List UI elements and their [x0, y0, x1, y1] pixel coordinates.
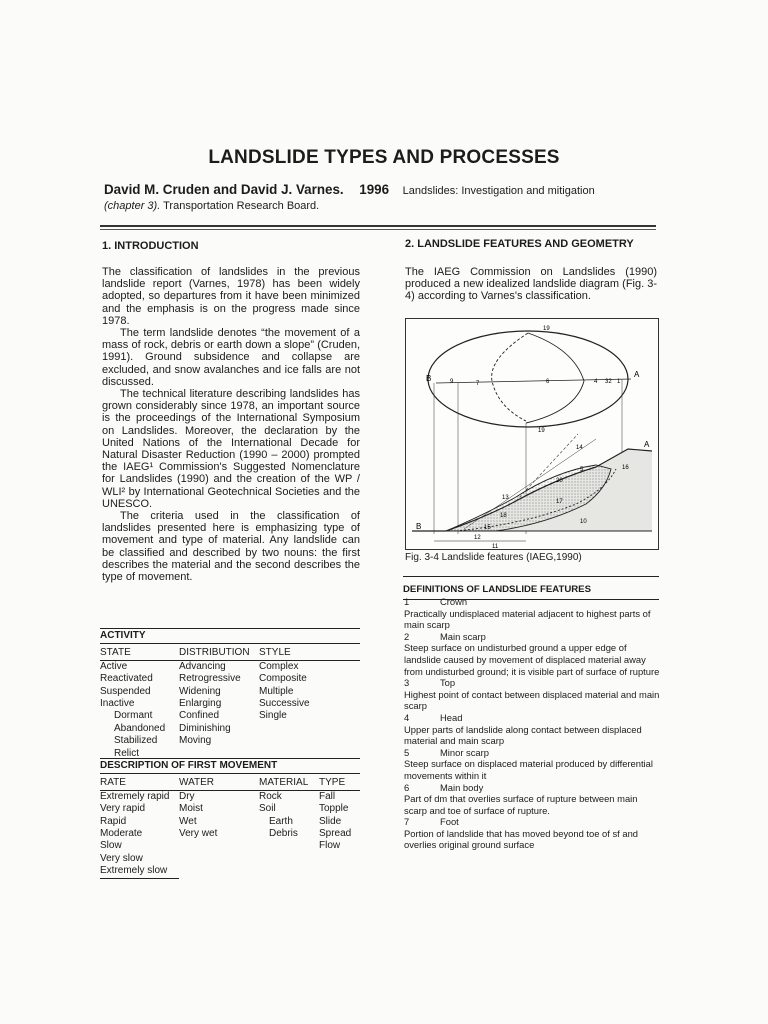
- label-16: 16: [622, 465, 629, 471]
- label-32: 32: [605, 379, 612, 385]
- table-cell: Slow: [100, 840, 122, 852]
- definition-term: Main body: [440, 781, 484, 793]
- table-cell: Moderate: [100, 827, 143, 839]
- label-B-section: B: [416, 522, 422, 531]
- paragraph: The technical literature describing landslides has grown considerably since 1978, an important source is the proceedings of the International Symposium on Landslides. Moreover, the declaration by the United Nations of the International Decade for Natural Disaster Reduction (1990 – 2000) prompted the IAEG¹ Commission's Suggested Nomenclature for Landslides (1990) and the creation of the WP / WLI² by International Geotechnical Societies and the UNESCO.: [102, 388, 360, 510]
- definition-item: [404, 712, 660, 747]
- movement-table: [100, 758, 360, 879]
- definition-term: Minor scarp: [440, 746, 489, 758]
- definition-item: [404, 677, 660, 712]
- definition-text: Part of dm that overlies surface of rupture between main scarp and toe of surface of rupture.: [404, 793, 638, 816]
- label-B: B: [426, 374, 432, 383]
- label-15: 15: [484, 525, 491, 531]
- publisher: Transportation Research Board.: [163, 200, 320, 212]
- section-heading-features: 2. LANDSLIDE FEATURES AND GEOMETRY: [405, 238, 634, 250]
- paragraph: The criteria used in the classification of landslides presented here is emphasizing type of movement and type of material. Any landslide can be classified and described by two nouns: the first describes the material and the second describes the type of movement.: [102, 510, 360, 584]
- definition-term: Foot: [440, 816, 459, 828]
- definition-text: Upper parts of landslide along contact between displaced material and main scarp: [404, 723, 642, 747]
- label-4: 4: [594, 379, 598, 385]
- label-10: 10: [580, 519, 587, 525]
- column-header: STYLE: [259, 647, 291, 659]
- label-1: 1: [617, 379, 621, 385]
- label-11: 11: [492, 544, 499, 549]
- table-cell: Rock: [259, 790, 282, 802]
- paragraph: The IAEG Commission on Landslides (1990) produced a new idealized landslide diagram (Fig. 3-4) according to Varnes's classification.: [405, 266, 657, 303]
- definition-text: Portion of landslide that has moved beyond toe of sf and overlies original ground surface: [404, 827, 639, 851]
- definition-item: [404, 596, 660, 631]
- definitions-list: [404, 596, 660, 851]
- table-cell: Dormant: [114, 710, 153, 722]
- definition-text: Highest point of contact between displaced material and main scarp: [404, 688, 660, 712]
- landslide-diagram: [406, 319, 658, 549]
- definition-text: Steep surface on displaced material produced by differential movements within it: [404, 758, 653, 781]
- table-cell: Inactive: [100, 697, 135, 709]
- plan-inner-boundary: [492, 333, 528, 421]
- table-cell: Suspended: [100, 685, 151, 697]
- table-cell: Confined: [179, 710, 220, 722]
- table-cell: Very slow: [100, 852, 143, 864]
- table-cell: Composite: [259, 673, 307, 685]
- rate-column: [100, 791, 179, 879]
- table-cell: Enlarging: [179, 697, 222, 709]
- state-column: [100, 661, 179, 760]
- features-text: [405, 266, 657, 303]
- table-cell: Relict: [114, 747, 140, 759]
- distribution-column: [179, 661, 259, 760]
- header-rule: [100, 225, 656, 227]
- movement-columns: [100, 791, 360, 879]
- label-19: 19: [543, 326, 550, 332]
- paragraph: The classification of landslides in the previous landslide report (Varnes, 1978) has been widely adopted, so departures from it have been minimized and the emphasis is on the progress made since 1978.: [102, 266, 360, 327]
- label-7: 7: [476, 381, 480, 387]
- table-cell: Moist: [179, 803, 203, 815]
- table-cell: Extremely slow: [100, 865, 179, 878]
- label-6: 6: [546, 379, 550, 385]
- activity-heading: ACTIVITY: [100, 630, 146, 641]
- definition-number: 6: [404, 781, 410, 793]
- table-cell: Moving: [179, 735, 212, 747]
- label-14: 14: [576, 445, 583, 451]
- table-cell: Single: [259, 710, 287, 722]
- table-cell: Flow: [319, 840, 341, 852]
- table-cell: Stabilized: [114, 735, 158, 747]
- table-cell: Rapid: [100, 815, 127, 827]
- plan-scarp-line: [526, 333, 584, 423]
- column-header: WATER: [179, 777, 214, 789]
- table-cell: Topple: [319, 803, 349, 815]
- table-cell: Diminishing: [179, 722, 231, 734]
- definition-number: 4: [404, 711, 410, 723]
- table-cell: Advancing: [179, 660, 226, 672]
- definition-text: Practically undisplaced material adjacent to highest parts of main scarp: [404, 607, 651, 631]
- definition-term: Main scarp: [440, 630, 486, 642]
- table-cell: Retrogressive: [179, 673, 241, 685]
- definition-term: Top: [440, 677, 456, 689]
- label-9: 9: [450, 379, 454, 385]
- definition-item: [404, 747, 660, 782]
- definition-item: [404, 782, 660, 817]
- table-cell: Wet: [179, 815, 197, 827]
- column-header: RATE: [100, 777, 126, 789]
- table-cell: Slide: [319, 815, 342, 827]
- table-cell: Abandoned: [114, 722, 166, 734]
- column-header: MATERIAL: [259, 777, 309, 789]
- table-cell: Successive: [259, 697, 310, 709]
- publication-year: 1996: [359, 182, 390, 197]
- label-17: 17: [556, 499, 563, 505]
- definition-item: [404, 816, 660, 851]
- label-5: 5: [580, 467, 584, 473]
- table-cell: Earth: [269, 815, 293, 827]
- definition-number: 3: [404, 677, 410, 689]
- table-cell: Spread: [319, 827, 352, 839]
- definition-number: 5: [404, 746, 410, 758]
- section-heading-introduction: 1. INTRODUCTION: [102, 240, 199, 252]
- definition-number: 2: [404, 630, 410, 642]
- table-cell: Widening: [179, 685, 221, 697]
- label-18: 18: [500, 513, 507, 519]
- definition-number: 7: [404, 816, 410, 828]
- label-19-lower: 19: [538, 428, 545, 434]
- table-heading: [100, 758, 360, 774]
- author-names: David M. Cruden and David J. Varnes.: [104, 182, 344, 197]
- table-header-row: [100, 647, 360, 660]
- table-cell: Very rapid: [100, 803, 146, 815]
- table-cell: Soil: [259, 803, 276, 815]
- type-column: [319, 791, 351, 879]
- table-cell: Complex: [259, 660, 299, 672]
- water-column: [179, 791, 259, 879]
- table-heading: [100, 628, 360, 644]
- table-cell: Active: [100, 660, 128, 672]
- page-title: LANDSLIDE TYPES AND PROCESSES: [208, 147, 560, 168]
- chapter-ref: (chapter 3).: [104, 200, 161, 212]
- table-cell: Multiple: [259, 685, 294, 697]
- introduction-text: [102, 266, 360, 583]
- publication-title: Landslides: Investigation and mitigation: [402, 185, 595, 197]
- table-cell: Debris: [269, 827, 298, 839]
- movement-heading: DESCRIPTION OF FIRST MOVEMENT: [100, 760, 278, 771]
- style-column: [259, 661, 310, 760]
- column-header: DISTRIBUTION: [179, 647, 250, 659]
- table-cell: Dry: [179, 790, 195, 802]
- table-cell: Fall: [319, 790, 336, 802]
- section-line: [436, 379, 631, 383]
- material-column: [259, 791, 319, 879]
- table-header-row: [100, 777, 360, 790]
- label-A: A: [634, 370, 640, 379]
- activity-columns: [100, 661, 360, 760]
- header-rule-thin: [100, 229, 656, 230]
- table-cell: Reactivated: [100, 673, 153, 685]
- definition-term: Head: [440, 711, 463, 723]
- definition-text: Steep surface on undisturbed ground a upper edge of landslide caused by movement of displaced material away from undisturbed ground; it is visible part of surface of rupture: [404, 642, 660, 677]
- figure-caption: Fig. 3-4 Landslide features (IAEG,1990): [405, 552, 582, 563]
- label-13: 13: [502, 495, 509, 501]
- table-cell: Extremely rapid: [100, 790, 170, 802]
- definition-number: 1: [404, 596, 410, 607]
- column-header: TYPE: [319, 777, 346, 789]
- label-12: 12: [474, 535, 481, 541]
- activity-table: [100, 628, 360, 760]
- definition-term: Crown: [440, 596, 468, 607]
- paragraph: The term landslide denotes “the movement of a mass of rock, debris or earth down a slope” (Cruden, 1991). Ground subsidence and collapse are excluded, and snow avalanches and ice falls are not discussed.: [102, 327, 360, 388]
- label-A-section: A: [644, 440, 650, 449]
- definition-item: [404, 631, 660, 677]
- column-header: STATE: [100, 647, 131, 659]
- label-20: 20: [556, 478, 563, 484]
- table-cell: Very wet: [179, 827, 218, 839]
- definitions-heading: DEFINITIONS OF LANDSLIDE FEATURES: [403, 584, 591, 595]
- landslide-diagram-figure: [405, 318, 659, 550]
- citation: [104, 182, 674, 212]
